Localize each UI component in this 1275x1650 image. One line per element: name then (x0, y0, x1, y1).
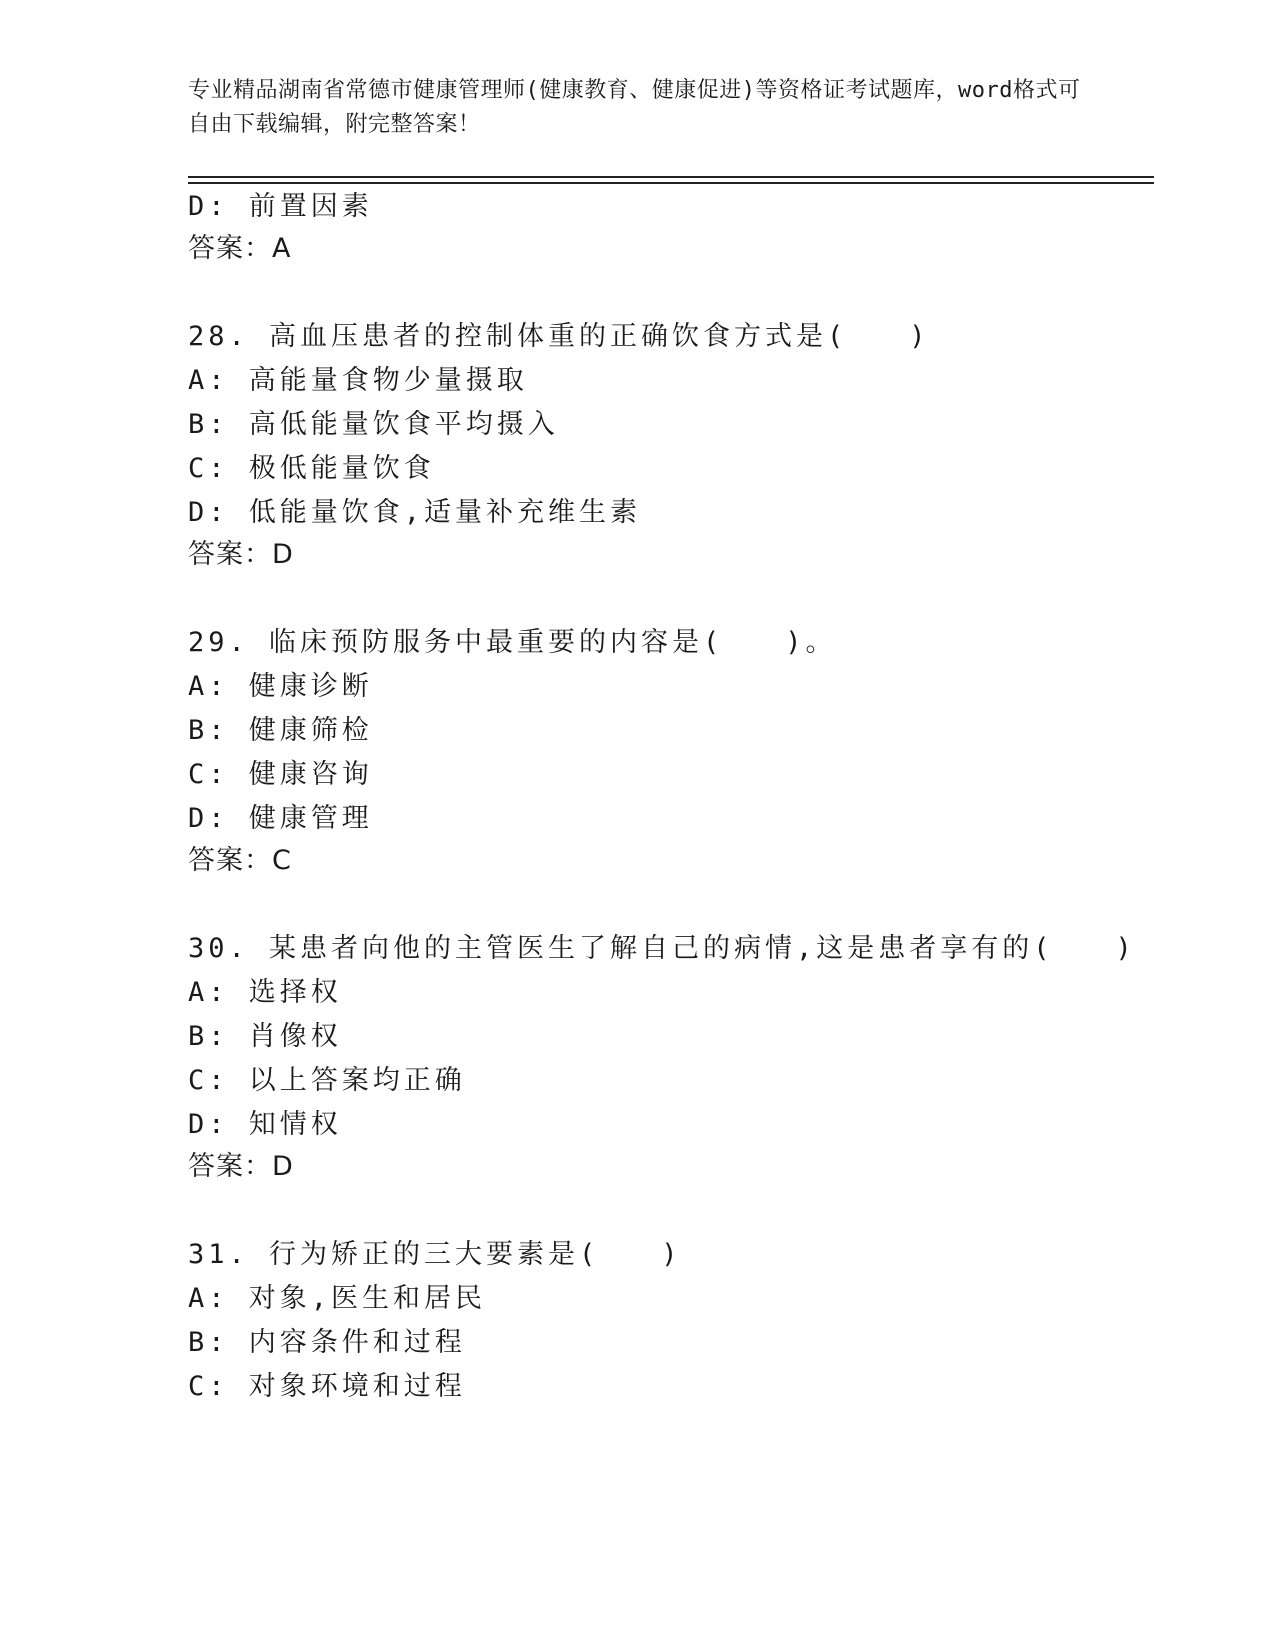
question-30-option-b: B: 肖像权 (188, 1021, 342, 1052)
answer: 答案：A (188, 233, 292, 264)
question-29-option-c: C: 健康咨询 (188, 759, 373, 790)
question-31-stem: 31. 行为矫正的三大要素是( ) (188, 1239, 682, 1270)
question-30-answer: 答案：D (188, 1151, 294, 1182)
question-29-option-a: A: 健康诊断 (188, 671, 373, 702)
question-30-option-c: C: 以上答案均正确 (188, 1065, 466, 1096)
question-30-stem: 30. 某患者向他的主管医生了解自己的病情,这是患者享有的( ) (188, 933, 1136, 964)
question-30-option-a: A: 选择权 (188, 977, 342, 1008)
question-30-option-d: D: 知情权 (188, 1109, 342, 1140)
question-28-option-c: C: 极低能量饮食 (188, 453, 435, 484)
question-28-option-b: B: 高低能量饮食平均摄入 (188, 409, 559, 440)
question-31-option-a: A: 对象,医生和居民 (188, 1283, 487, 1314)
header-divider-top (188, 176, 1154, 178)
question-29-option-d: D: 健康管理 (188, 803, 373, 834)
question-28-option-a: A: 高能量食物少量摄取 (188, 365, 528, 396)
header-divider-bottom (188, 182, 1154, 184)
page-header: 专业精品湖南省常德市健康管理师(健康教育、健康促进)等资格证考试题库，word格式可自由下载编辑，附完整答案！ (188, 78, 1081, 137)
question-28-stem: 28. 高血压患者的控制体重的正确饮食方式是( ) (188, 321, 930, 352)
question-29-option-b: B: 健康筛检 (188, 715, 373, 746)
question-29-stem: 29. 临床预防服务中最重要的内容是( )。 (188, 627, 837, 658)
question-28-answer: 答案：D (188, 539, 294, 570)
question-31-option-c: C: 对象环境和过程 (188, 1371, 466, 1402)
question-28-option-d: D: 低能量饮食,适量补充维生素 (188, 497, 642, 528)
question-29-answer: 答案：C (188, 845, 292, 876)
question-31-option-b: B: 内容条件和过程 (188, 1327, 466, 1358)
option-d: D: 前置因素 (188, 191, 373, 222)
